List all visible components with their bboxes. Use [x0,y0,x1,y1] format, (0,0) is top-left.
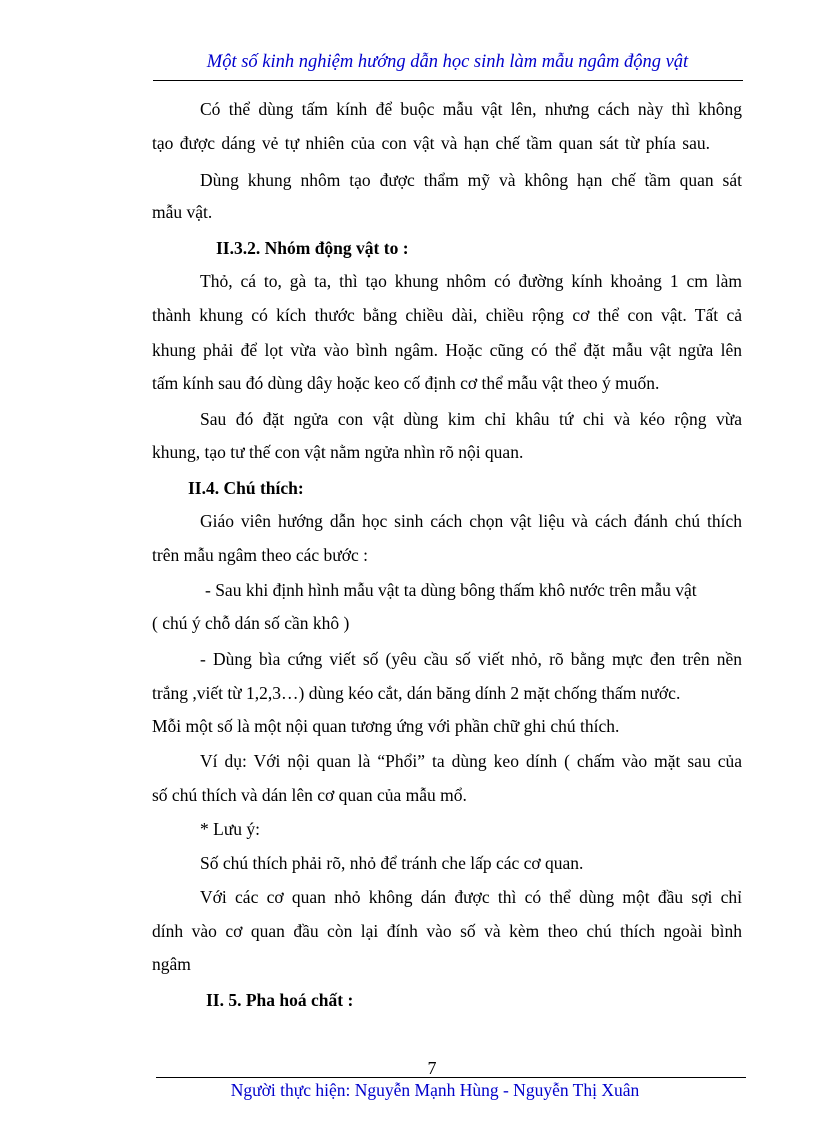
paragraph-line: Số chú thích phải rõ, nhỏ để tránh che lấp các cơ quan. [200,853,584,873]
note-label: * Lưu ý: [200,819,261,839]
header-divider [153,80,743,81]
paragraph-line: Có thể dùng tấm kính để buộc mẫu vật lên, nhưng cách này thì không [200,99,742,119]
footer-divider [156,1077,746,1078]
paragraph-line: Mỗi một số là một nội quan tương ứng với phần chữ ghi chú thích. [152,716,620,736]
section-heading: II. 5. Pha hoá chất : [206,990,354,1010]
paragraph-line: tạo được dáng vẻ tự nhiên của con vật và hạn chế tầm quan sát từ phía sau. [152,133,710,153]
paragraph-line: số chú thích và dán lên cơ quan của mẫu mổ. [152,785,467,805]
paragraph-line: trên mẫu ngâm theo các bước : [152,545,369,565]
paragraph-line: - Dùng bìa cứng viết số (yêu cầu số viết nhỏ, rõ bằng mực đen trên nền [200,649,742,669]
section-heading: II.4. Chú thích: [188,478,304,498]
paragraph-line: ngâm [152,954,191,974]
paragraph-line: dính vào cơ quan đầu còn lại đính vào số và kèm theo chú thích ngoài bình [152,921,742,941]
page-number: 7 [427,1058,437,1078]
footer-author: Người thực hiện: Nguyễn Mạnh Hùng - Nguyễn Thị Xuân [230,1080,640,1100]
paragraph-line: Với các cơ quan nhỏ không dán được thì có thể dùng một đầu sợi chỉ [200,887,742,907]
paragraph-line: Dùng khung nhôm tạo được thẩm mỹ và không hạn chế tầm quan sát [200,170,742,190]
paragraph-line: thành khung có kích thước bằng chiều dài, chiều rộng cơ thể con vật. Tất cả [152,305,742,325]
section-heading: II.3.2. Nhóm động vật to : [216,238,409,258]
paragraph-line: Giáo viên hướng dẫn học sinh cách chọn vật liệu và cách đánh chú thích [200,511,742,531]
paragraph-line: khung, tạo tư thế con vật nằm ngửa nhìn rõ nội quan. [152,442,524,462]
paragraph-line: mẫu vật. [152,202,213,222]
page-header-title: Một số kinh nghiệm hướng dẫn học sinh làm mẫu ngâm động vật [206,52,689,72]
paragraph-line: ( chú ý chỗ dán số cần khô ) [152,613,350,633]
paragraph-line: Thỏ, cá to, gà ta, thì tạo khung nhôm có đường kính khoảng 1 cm làm [200,271,742,291]
paragraph-line: trắng ,viết từ 1,2,3…) dùng kéo cắt, dán băng dính 2 mặt chống thấm nước. [152,683,681,703]
paragraph-line: - Sau khi định hình mẫu vật ta dùng bông thấm khô nước trên mẫu vật [205,580,697,600]
paragraph-line: khung phải để lọt vừa vào bình ngâm. Hoặc cũng có thể đặt mẫu vật ngửa lên [152,340,742,360]
paragraph-line: Ví dụ: Với nội quan là “Phổi” ta dùng keo dính ( chấm vào mặt sau của [200,751,742,771]
paragraph-line: tấm kính sau đó dùng dây hoặc keo cố định cơ thể mẫu vật theo ý muốn. [152,373,660,393]
paragraph-line: Sau đó đặt ngửa con vật dùng kim chỉ khâu tứ chi và kéo rộng vừa [200,409,742,429]
